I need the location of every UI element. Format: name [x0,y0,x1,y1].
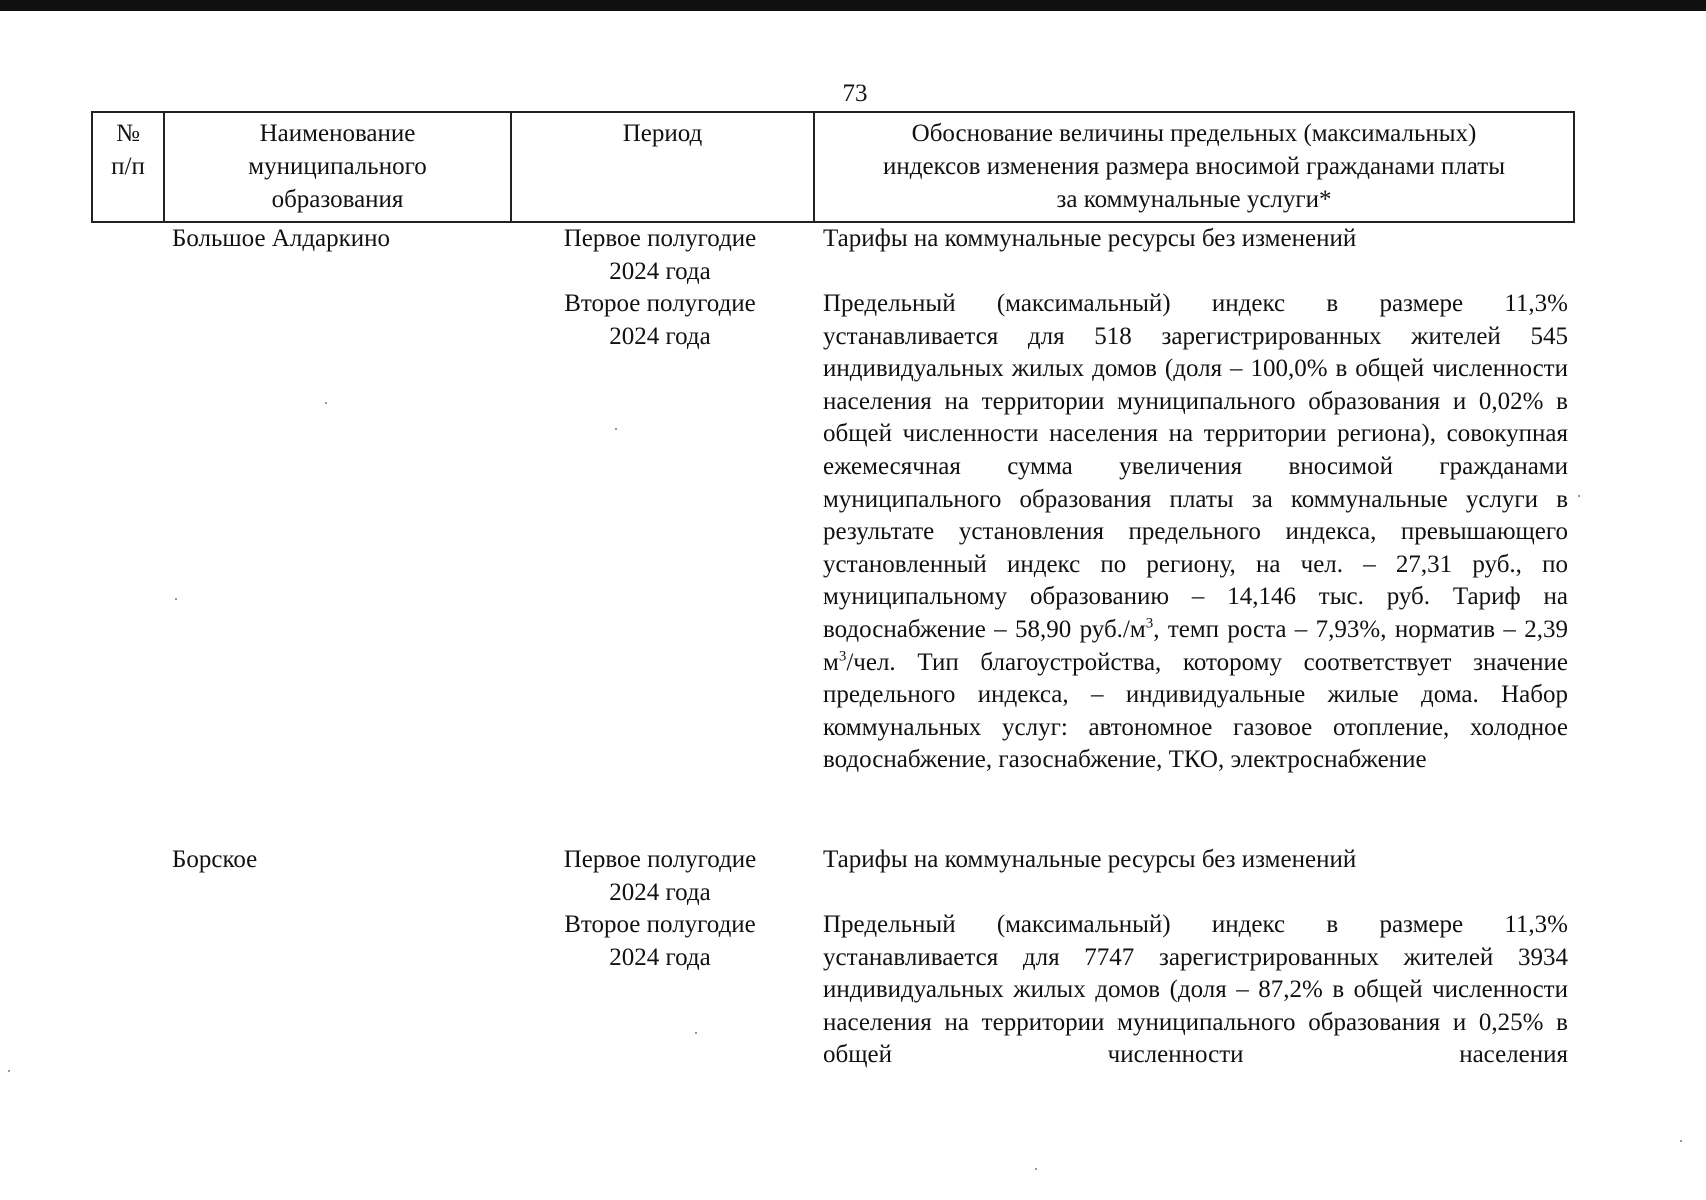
superscript: 3 [1145,615,1154,632]
period-line: 2024 года [609,322,711,350]
scan-speck [325,402,327,404]
header-number-line: № [116,120,140,147]
period-line: Первое полугодие [563,225,757,252]
municipality-name: Большое Алдаркино [172,225,391,252]
header-municipality-line: Наименование [259,120,416,147]
scan-speck [695,1032,697,1034]
period-second-half [540,288,780,353]
header-period-label: Период [622,120,703,147]
municipality-name: Борское [172,846,258,873]
justification-second-half: Предельный (максимальный) индекс в размере 11,3% устанавливается для 7747 зарегистрированных жителей 3934 индивидуальных жилых домов (доля – 87,2% в общей численности населения на территории муниципального образования и 0,25% в общей численности населения [823,911,1568,1069]
period-line: Второе полугодие [564,911,756,938]
period-first-half [540,223,780,288]
header-justification-line: Обоснование величины предельных (максимальных) [911,120,1477,147]
scan-speck [8,1070,10,1072]
scan-speck [615,428,617,430]
period-first-half [540,844,780,909]
header-municipality-column [165,113,512,221]
period-line: 2024 года [609,257,711,285]
header-period-column [512,113,815,221]
justification-text: , темп роста – 7,93%, норматив – 2,39 м [823,615,1568,676]
period-second-half [540,909,780,974]
header-justification-line: индексов изменения размера вносимой гражданами платы [882,153,1506,180]
period-line: 2024 года [609,943,711,971]
justification-first-half: Тарифы на коммунальные ресурсы без изменений [823,225,1357,252]
header-municipality-line: муниципального [248,153,427,180]
scan-speck [1680,1140,1682,1142]
table-header [91,111,1575,223]
scan-top-border [0,0,1706,11]
justification-text: /чел. Тип благоустройства, которому соответствует значение предельного индекса, – индивидуальные жилые дома. Набор коммунальных услуг: автономное газовое отопление, холодное водоснабжение, газоснабжение, ТКО, электроснабжение [823,648,1568,774]
justification-second-half [823,288,1568,777]
header-number-line: п/п [111,153,145,180]
header-municipality-line: образования [271,186,404,213]
period-line: Второе полугодие [564,290,756,317]
justification-first-half: Тарифы на коммунальные ресурсы без изменений [823,846,1357,873]
superscript: 3 [838,648,847,665]
justification-text: Предельный (максимальный) индекс в размере 11,3% устанавливается для 518 зарегистрированных жителей 545 индивидуальных жилых домов (доля – 100,0% в общей численности населения на территории муниципального образования и 0,02% в общей численности населения на территории региона), совокупная ежемесячная сумма увеличения вносимой гражданами муниципального образования платы за коммунальные услуги в результате установления предельного индекса, превышающего установленный индекс по региону, на чел. – 27,31 руб., по муниципальному образованию – 14,146 тыс. руб. Тариф на водоснабжение – 58,90 руб./м [823,290,1568,643]
scan-speck [1578,495,1580,497]
header-justification-column [815,113,1573,221]
period-line: 2024 года [609,878,711,906]
scan-speck [175,598,177,600]
page-number: 73 [842,80,868,107]
scan-speck [1035,1168,1037,1170]
period-line: Первое полугодие [563,846,757,873]
header-justification-line: за коммунальные услуги* [1056,186,1332,213]
header-number-column [93,113,165,221]
